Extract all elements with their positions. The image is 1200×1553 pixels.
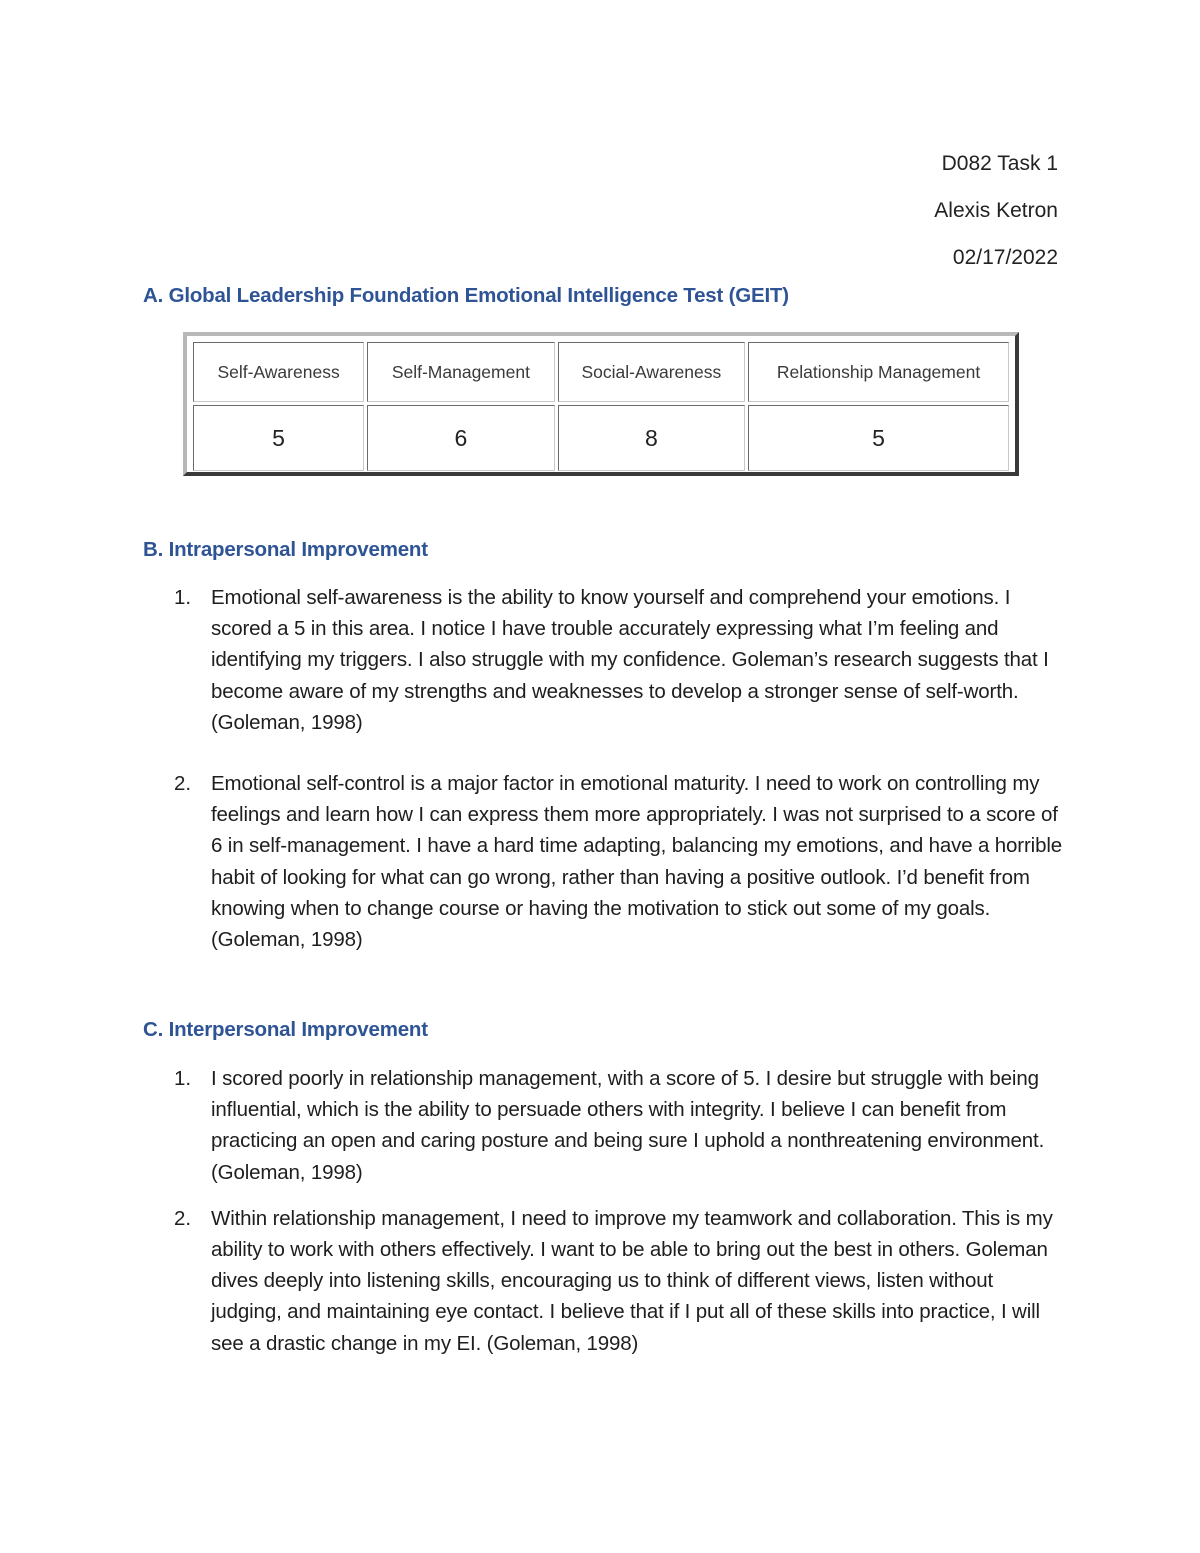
list-item-number: 2. <box>174 1206 192 1230</box>
section-c-heading: C. Interpersonal Improvement <box>143 1018 428 1041</box>
document-header <box>934 140 1058 281</box>
geit-score-relationship-management: 5 <box>748 405 1009 471</box>
list-item-number: 1. <box>174 1067 192 1090</box>
intrapersonal-list <box>0 582 1200 955</box>
geit-score-table <box>183 332 1019 476</box>
geit-header-self-management: Self-Management <box>367 342 554 402</box>
list-item <box>0 1203 1200 1359</box>
section-a-heading: A. Global Leadership Foundation Emotional Intelligence Test (GEIT) <box>143 284 789 307</box>
document-date: 02/17/2022 <box>952 246 1058 269</box>
geit-header-row <box>193 342 1009 402</box>
author-name: Alexis Ketron <box>934 199 1058 222</box>
list-item-number: 2. <box>174 772 192 796</box>
course-title: D082 Task 1 <box>941 152 1058 175</box>
geit-header-relationship-management: Relationship Management <box>748 342 1009 402</box>
geit-score-self-awareness: 5 <box>193 405 364 471</box>
geit-header-social-awareness: Social-Awareness <box>558 342 745 402</box>
interpersonal-list <box>0 1063 1200 1359</box>
list-item-text: Within relationship management, I need to improve my teamwork and collaboration. This is my ability to work with others effectively. I want to be able to bring out the best in others. Goleman dives deeply into listening skills, encouraging us to think of different views, listen without judging, and maintaining eye contact. I believe that if I put all of these skills into practice, I will see a drastic change in my EI. (Goleman, 1998) <box>211 1206 1053 1355</box>
list-item-number: 1. <box>174 586 192 609</box>
list-item-text: Emotional self-awareness is the ability to know yourself and comprehend your emotions. I scored a 5 in this area. I notice I have trouble accurately expressing what I’m feeling and identifying my triggers. I also struggle with my confidence. Goleman’s research suggests that I become aware of my strengths and weaknesses to develop a stronger sense of self-worth. (Goleman, 1998) <box>211 586 1049 734</box>
list-item-text: Emotional self-control is a major factor in emotional maturity. I need to work on controlling my feelings and learn how I can express them more appropriately. I was not surprised to a score of 6 in self-management. I have a hard time adapting, balancing my emotions, and have a horrible habit of looking for what can go wrong, rather than having a positive outlook. I’d benefit from knowing when to change course or having the motivation to stick out some of my goals. (Goleman, 1998) <box>211 772 1062 952</box>
geit-header-self-awareness: Self-Awareness <box>193 342 364 402</box>
list-item <box>0 582 1200 738</box>
geit-score-self-management: 6 <box>367 405 554 471</box>
geit-score-social-awareness: 8 <box>558 405 745 471</box>
geit-score-row <box>193 405 1009 471</box>
list-item-text: I scored poorly in relationship management, with a score of 5. I desire but struggle with being influential, which is the ability to persuade others with integrity. I believe I can benefit from practicing an open and caring posture and being sure I uphold a nonthreatening environment. (Goleman, 1998) <box>211 1067 1045 1184</box>
list-item <box>0 768 1200 955</box>
list-item <box>0 1063 1200 1188</box>
section-b-heading: B. Intrapersonal Improvement <box>143 538 428 561</box>
geit-table-grid <box>190 339 1012 474</box>
